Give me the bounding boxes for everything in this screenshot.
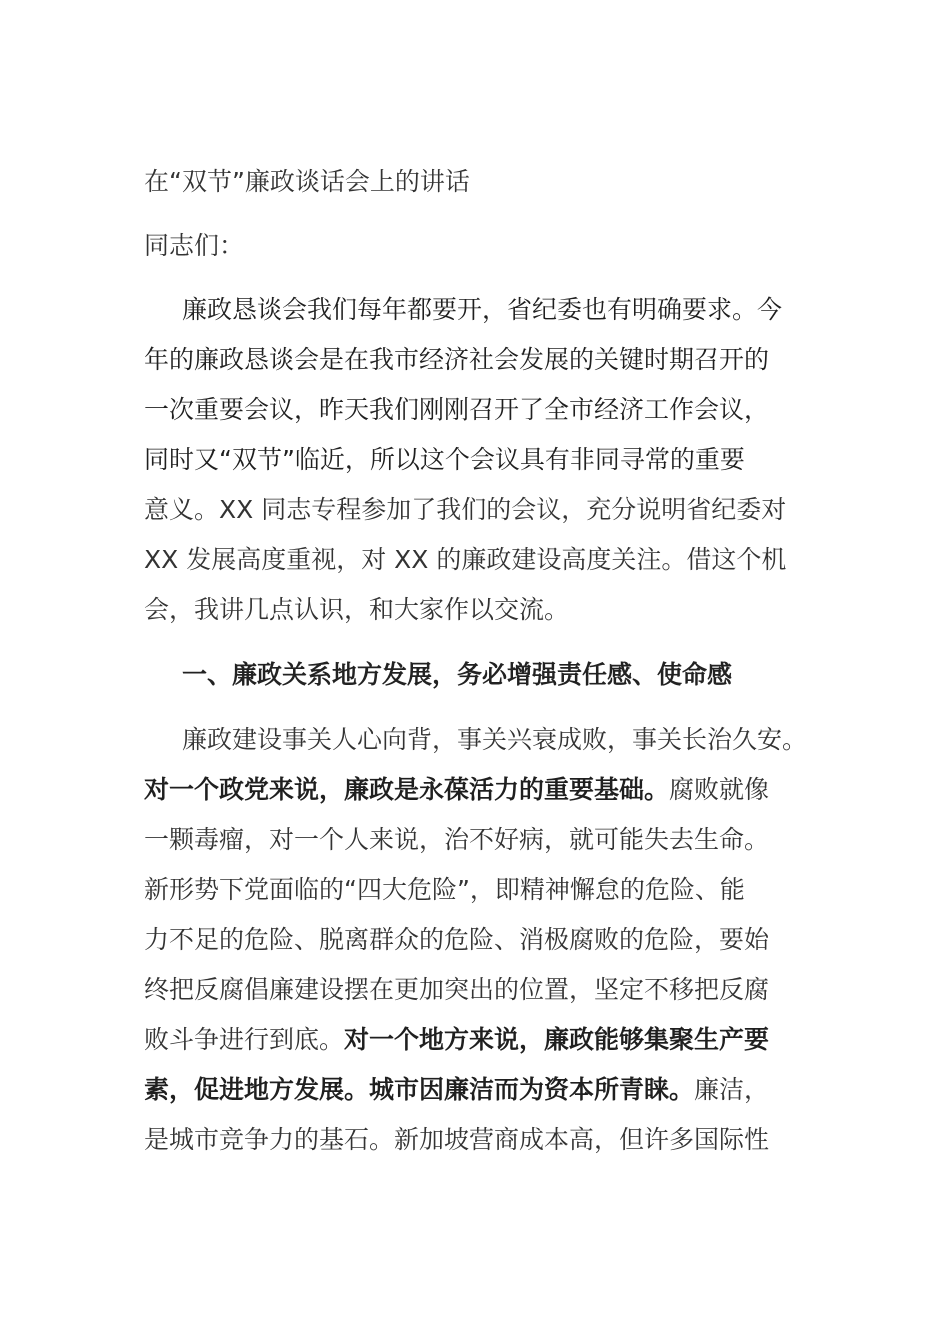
bold-emphasis: 对一个地方来说，廉政能够集聚生产要 xyxy=(344,1025,770,1054)
paragraph-line xyxy=(144,1065,808,1115)
paragraph-line: 廉政恳谈会我们每年都要开，省纪委也有明确要求。今 xyxy=(182,295,783,324)
document-body xyxy=(144,157,808,1165)
paragraph-line xyxy=(144,1015,808,1065)
bold-emphasis: 对一个政党来说，廉政是永葆活力的重要基础。 xyxy=(144,775,670,804)
paragraph-text: 腐败就像 xyxy=(669,775,770,804)
paragraph-line: 同时又“双节”临近，所以这个会议具有非同寻常的重要 xyxy=(144,445,745,474)
paragraph-line: 一颗毒瘤，对一个人来说，治不好病，就可能失去生命。 xyxy=(144,825,770,854)
paragraph-line: 是城市竞争力的基石。新加坡营商成本高，但许多国际性 xyxy=(144,1125,770,1154)
paragraph-line: XX 发展高度重视，对 XX 的廉政建设高度关注。借这个机 xyxy=(144,545,787,574)
paragraph-line: 力不足的危险、脱离群众的危险、消极腐败的危险，要始 xyxy=(144,925,770,954)
bold-emphasis: 素，促进地方发展。城市因廉洁而为资本所青睐。 xyxy=(144,1075,695,1104)
paragraph-line: 年的廉政恳谈会是在我市经济社会发展的关键时期召开的 xyxy=(144,345,770,374)
paragraph-line: 廉政建设事关人心向背，事关兴衰成败，事关长治久安。 xyxy=(182,725,808,754)
salutation: 同志们： xyxy=(144,231,245,260)
paragraph-line: 新形势下党面临的“四大危险”，即精神懈怠的危险、能 xyxy=(144,875,745,904)
section-heading: 一、廉政关系地方发展，务必增强责任感、使命感 xyxy=(182,660,733,689)
paragraph-text: 败斗争进行到底。 xyxy=(144,1025,345,1054)
paragraph-line: 终把反腐倡廉建设摆在更加突出的位置，坚定不移把反腐 xyxy=(144,975,770,1004)
paragraph-line: 会，我讲几点认识，和大家作以交流。 xyxy=(144,595,570,624)
paragraph-intro xyxy=(144,285,808,635)
paragraph-line: 一次重要会议，昨天我们刚刚召开了全市经济工作会议， xyxy=(144,395,770,424)
paragraph-section-1 xyxy=(144,715,808,1165)
paragraph-text: 廉洁， xyxy=(694,1075,770,1104)
paragraph-line xyxy=(144,765,808,815)
document-title: 在“双节”廉政谈话会上的讲话 xyxy=(144,167,470,196)
paragraph-line: 意义。XX 同志专程参加了我们的会议，充分说明省纪委对 xyxy=(144,495,787,524)
